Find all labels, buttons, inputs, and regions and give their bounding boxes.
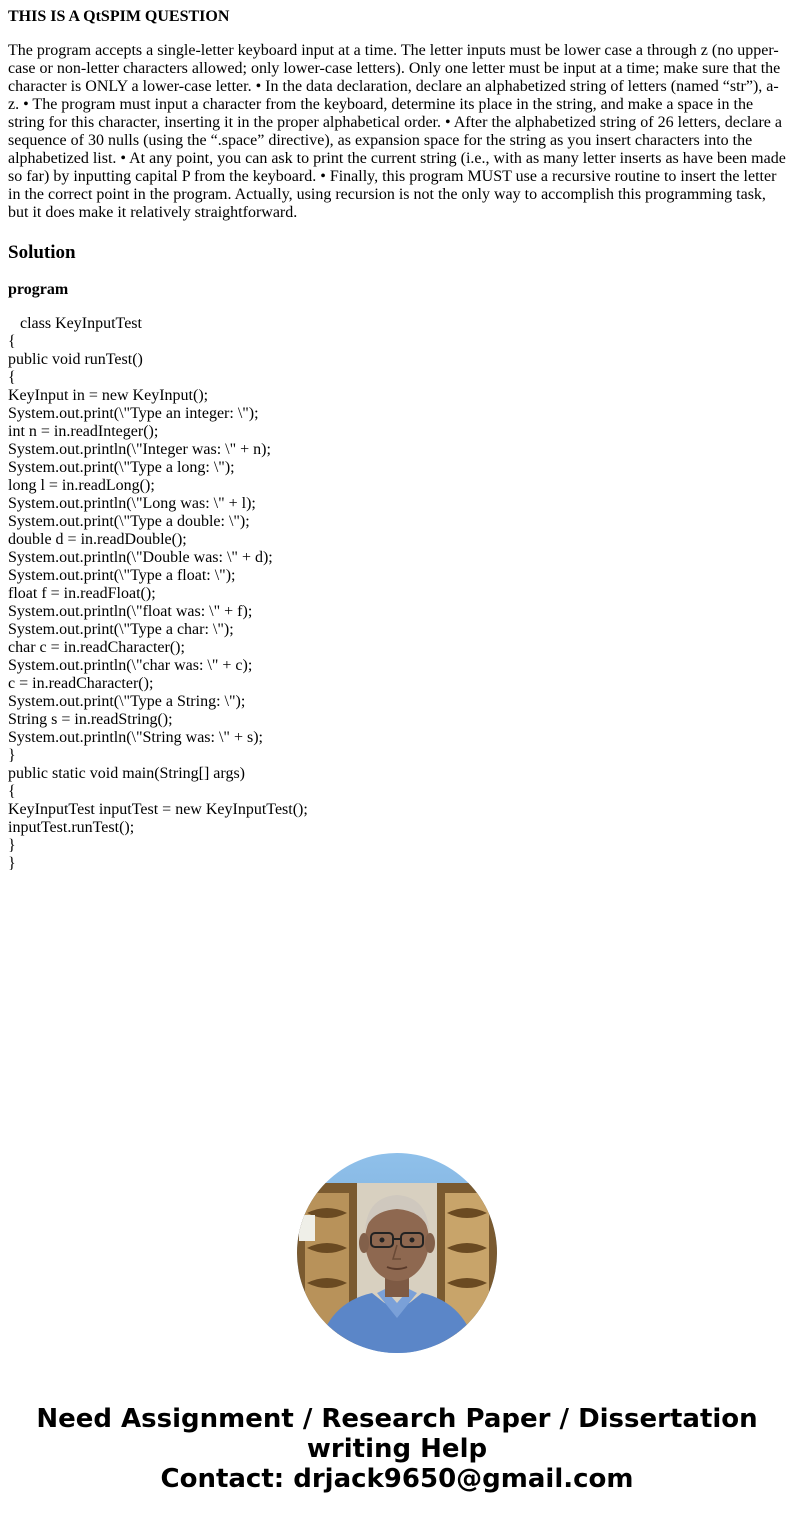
code-line: System.out.println(\"Double was: \" + d); [8,549,273,566]
author-avatar [297,1153,497,1353]
code-line: System.out.print(\"Type a char: \"); [8,621,234,638]
code-line: double d = in.readDouble(); [8,531,187,548]
code-line: inputTest.runTest(); [8,819,135,836]
solution-heading: Solution [8,242,76,263]
footer-line-1: Need Assignment / Research Paper / Dissertation [36,1404,758,1434]
code-line: { [8,369,16,386]
program-heading: program [8,281,69,298]
code-line: System.out.print(\"Type a float: \"); [8,567,236,584]
code-line: System.out.print(\"Type a double: \"); [8,513,250,530]
footer-line-2: writing Help [306,1434,488,1464]
code-line: } [8,837,16,854]
code-line: System.out.println(\"Long was: \" + l); [8,495,256,512]
code-line: { [8,783,16,800]
code-line: System.out.print(\"Type an integer: \"); [8,405,259,422]
code-line: public static void main(String[] args) [8,765,245,782]
footer-contact-email: Contact: drjack9650@gmail.com [160,1464,634,1494]
code-line: c = in.readCharacter(); [8,675,154,692]
code-line: String s = in.readString(); [8,711,173,728]
code-line: KeyInputTest inputTest = new KeyInputTest(); [8,801,308,818]
code-line: char c = in.readCharacter(); [8,639,185,656]
code-line: System.out.println(\"String was: \" + s); [8,729,263,746]
code-line: class KeyInputTest [8,315,142,332]
code-line: System.out.print(\"Type a String: \"); [8,693,246,710]
code-line: float f = in.readFloat(); [8,585,156,602]
code-line: System.out.println(\"Integer was: \" + n); [8,441,271,458]
code-line: System.out.print(\"Type a long: \"); [8,459,235,476]
code-line: int n = in.readInteger(); [8,423,159,440]
question-title: THIS IS A QtSPIM QUESTION [8,8,230,25]
code-line: public void runTest() [8,351,143,368]
code-line: } [8,747,16,764]
person-photo-icon [297,1153,497,1353]
code-line: { [8,333,16,350]
code-line: System.out.println(\"char was: \" + c); [8,657,253,674]
code-line: } [8,855,16,872]
page-content [8,8,788,873]
contact-banner [0,1404,794,1494]
code-block [8,315,788,873]
code-line: KeyInput in = new KeyInput(); [8,387,209,404]
code-line: long l = in.readLong(); [8,477,155,494]
code-line: System.out.println(\"float was: \" + f); [8,603,253,620]
question-body: The program accepts a single-letter keyboard input at a time. The letter inputs must be lower case a through z (no upper-case or non-letter characters allowed; only lower-case letters). Only one letter must be input at a time; make sure that the character is ONLY a lower-case letter. • In the data declaration, declare an alphabetized string of letters (named “str”), a-z. • The program must input a character from the keyboard, determine its place in the string, and make a space in the string for this character, inserting it in the proper alphabetical order. • After the alphabetized string of 26 letters, declare a sequence of 30 nulls (using the “.space” directive), as expansion space for the string as you insert characters into the alphabetized list. • At any point, you can ask to print the current string (i.e., with as many letter inserts as have been made so far) by inputting capital P from the keyboard. • Finally, this program MUST use a recursive routine to insert the letter in the correct point in the program. Actually, using recursion is not the only way to accomplish this programming task, but it does make it relatively straightforward. [8,42,786,221]
